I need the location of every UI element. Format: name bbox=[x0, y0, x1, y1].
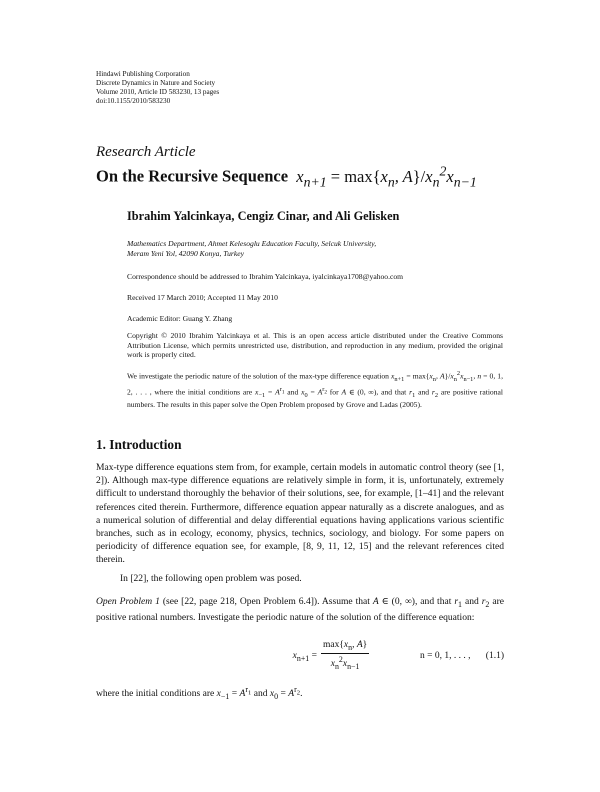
equation-1-1 bbox=[96, 640, 504, 676]
intro-paragraph-1: Max-type difference equations stem from, for example, certain models in automatic control theory (see [1, 2]). Although max-type difference equations are relatively simple in form, it is, unfortunately, extremely difficult to understand thoroughly the behavior of their solutions, see, for example, [1–41] and the relevant references cited therein. Furthermore, difference equation appear naturally as a discrete analogues, and as a numerical solution of differential and delay differential equations having applications various scientific branches, such as in ecology, economy, physics, technics, sociology, and biology. For some papers on periodicity of difference equation see, for example, [8, 9, 11, 12, 15] and the relevant references cited therein. bbox=[96, 462, 504, 566]
publisher-line: Hindawi Publishing Corporation bbox=[96, 70, 190, 78]
abstract-text-3: for bbox=[329, 387, 339, 397]
open-problem-text-3: are positive rational numbers. Investigate the periodic nature of the solution of the difference equation: bbox=[96, 596, 504, 624]
equation-condition: n = 0, 1, . . . , bbox=[420, 651, 471, 661]
open-problem-label: Open Problem 1 bbox=[96, 596, 160, 607]
open-problem-paragraph: Open Problem 1 (see [22, page 218, Open Problem 6.4]). Assume that A ∈ (0, ∞), and that $r_1$ and $r_2$ are positive rational numbers. Investigate the periodic nature of the solution of the difference equation: bbox=[96, 596, 504, 624]
received-accepted-dates: Received 17 March 2010; Accepted 11 May 2010 bbox=[127, 293, 278, 302]
equation-number: (1.1) bbox=[485, 651, 504, 661]
doi-line: doi:10.1155/2010/583230 bbox=[96, 96, 171, 105]
initial-conditions-text-1: where the initial conditions are bbox=[96, 688, 215, 700]
correspondence: Correspondence should be addressed to Ibrahim Yalcinkaya, iyalcinkaya1708@yahoo.com bbox=[127, 272, 404, 281]
abstract-text-1: We investigate the periodic nature of the solution of the max-type difference equation bbox=[127, 371, 389, 381]
volume-line: Volume 2010, Article ID 583230, 13 pages bbox=[96, 87, 220, 96]
affiliation bbox=[127, 239, 503, 258]
equation-body: $x_{n+1}$ = $\max\{x_n$, A} $x_n^2x_{n-1}$ bbox=[292, 640, 368, 671]
affiliation-line-2: Meram Yeni Yol, 42090 Konya, Turkey bbox=[127, 248, 244, 258]
initial-conditions-text-2: and bbox=[253, 688, 268, 700]
abstract: We investigate the periodic nature of the solution of the max-type difference equation $x_{n+1} = \max\{x_n$, $A\}/x_n^2x_{n-1}$, n = 0, 1, 2, . . . , where the initial conditions are $x_{-1} = A^{r_1}$ and $x_0 = A^{r_2}$ for A ∈ (0, ∞), and that $r_1$ and $r_2$ are positive rational numbers. The results in this paper solve the Open Problem proposed by Grove and Ladas (2005). bbox=[127, 370, 504, 410]
affiliation-line-1: Mathematics Department, Ahmet Kelesoglu Education Faculty, Selcuk University, bbox=[127, 239, 377, 248]
abstract-text-2: where the initial conditions are bbox=[154, 387, 253, 397]
copyright-notice: Copyright © 2010 Ibrahim Yalcinkaya et al. This is an open access article distributed under the Creative Commons Attribution License, which permits unrestricted use, distribution, and reproduction in any medium, provided the original work is properly cited. bbox=[127, 331, 503, 359]
article-type: Research Article bbox=[96, 144, 196, 160]
title-text: On the Recursive Sequence bbox=[96, 166, 289, 186]
initial-conditions-paragraph: where the initial conditions are $x_{-1} = A^{r_1}$ and $x_0 = A^{r_2}$. bbox=[96, 685, 303, 702]
open-problem-text-2: , and that bbox=[414, 596, 452, 607]
author-list: Ibrahim Yalcinkaya, Cengiz Cinar, and Ali Gelisken bbox=[127, 209, 400, 223]
journal-header bbox=[96, 70, 219, 106]
section-heading-introduction: 1. Introduction bbox=[96, 437, 182, 452]
abstract-text-5: are positive rational numbers. The results in this paper solve the Open Problem proposed by Grove and Ladas (2005). bbox=[127, 387, 504, 410]
paper-title bbox=[96, 163, 477, 190]
title-formula: $x_{n+1} = \max\{x_n$, $A\}/x_n^2x_{n-1}$ bbox=[292, 163, 477, 189]
open-problem-text-1: (see [22, page 218, Open Problem 6.4]). Assume that bbox=[162, 596, 370, 607]
journal-line: Discrete Dynamics in Nature and Society bbox=[96, 78, 216, 87]
academic-editor: Academic Editor: Guang Y. Zhang bbox=[127, 314, 233, 323]
intro-paragraph-2: In [22], the following open problem was posed. bbox=[120, 573, 302, 584]
abstract-text-4: , and that bbox=[376, 387, 407, 397]
